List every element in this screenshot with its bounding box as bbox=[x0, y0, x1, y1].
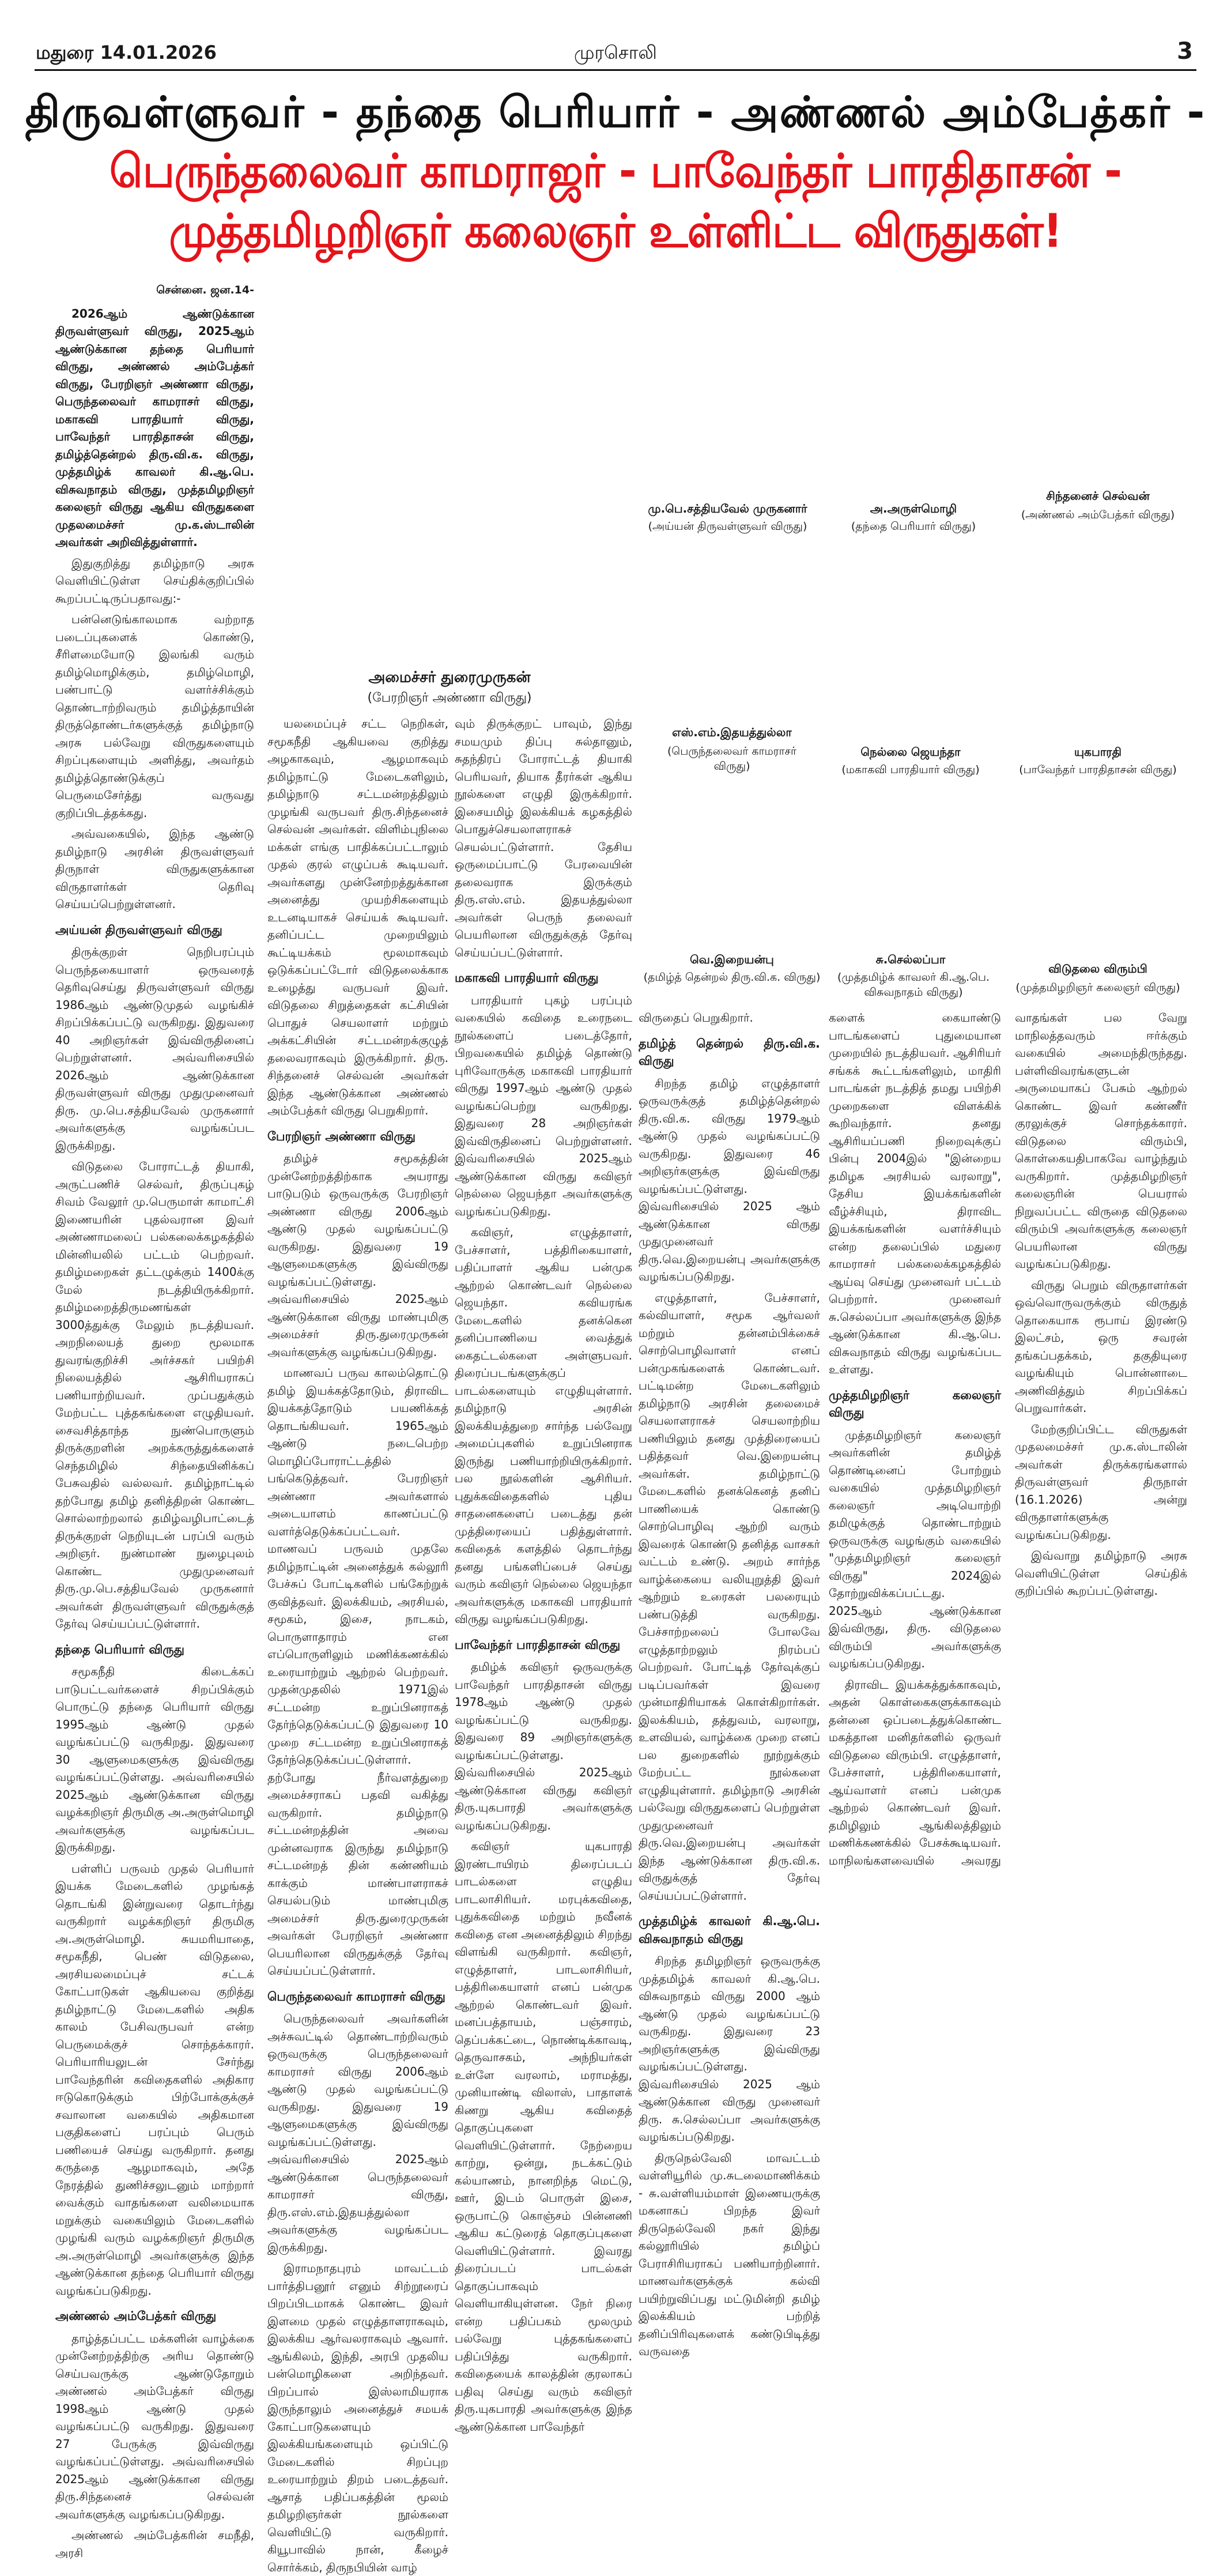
photo-arulmozhi bbox=[821, 271, 1006, 496]
caption-name: நெல்லை ஜெயந்தா bbox=[860, 745, 961, 759]
paragraph: சிறந்த தமிழறிஞர் ஒருவருக்கு முத்தமிழ்க் காவலர் கி.ஆ.பெ. விசுவநாதம் விருது 2000 ஆம் ஆண்டு முதல் வழங்கப்பட்டு வருகிறது. இதுவரை 23 அறிஞர்களுக்கு இவ்விருது வழங்கப்பட்டுள்ளது. இவ்வரிசையில் 2025 ஆம் ஆண்டுக்கான விருது முனைவர் திரு. சு.செல்லப்பா அவர்களுக்கு வழங்கப்படுகிறது. bbox=[639, 1954, 820, 2144]
paragraph: திருநெல்வேலி மாவட்டம் வள்ளியூரில் மு.சுடலைமாணிக்கம் - சு.வள்ளியம்மாள் இணையருக்கு மகனாகப் பிறந்த இவர் திருநெல்வேலி நகர் இந்து கல்லூரியில் தமிழ்ப் பேராசிரியராகப் பணியாற்றினார். மாணவர்களுக்குக் கல்வி பயிற்றுவிப்பது மட்டுமின்றி தமிழ் இலக்கியம் பற்றித் தனிப்பிரிவுகளைக் கண்டுபிடித்து வருவதை bbox=[639, 2151, 820, 2358]
paragraph: கவிஞர், எழுத்தாளர், பேச்சாளர், பத்திரிகையாளர், பதிப்பாளர் ஆகிய பன்முக ஆற்றல் கொண்டவர் நெல்லை ஜெயந்தா. கவியரங்க மேடைகளில் தனக்கென தனிப்பாணியை வைத்துக் கைதட்டல்களை அள்ளுபவர். திரைப்படங்களுக்குப் பாடல்களையும் எழுதியுள்ளார். தமிழ்நாடு அரசின் இலக்கியத்துறை சார்ந்த பல்வேறு அமைப்புகளில் உறுப்பினராக இருந்து பணியாற்றியிருக்கிறார். பல நூல்களின் ஆசிரியர். புதுக்கவிதைகளில் புதிய சாதனைகளைப் படைத்து தன் முத்திரையைப் பதித்துள்ளார். கவிதைக் களத்தில் தொடர்ந்து தனது பங்களிப்பைச் செய்து வரும் கவிஞர் நெல்லை ஜெயந்தா அவர்களுக்கு மகாகவி பாரதியார் விருது வழங்கப்படுகிறது. bbox=[455, 1225, 632, 1626]
page-dateline: மதுரை 14.01.2026 bbox=[36, 42, 217, 63]
paragraph: பள்ளிப் பருவம் முதல் பெரியார் இயக்க மேடைகளில் முழங்கத் தொடங்கி இன்றுவரை தொடர்ந்து வருகிறார் வழக்கறிஞர் திருமிகு அ.அருள்மொழி. சுயமரியாதை, சமூகநீதி, பெண் விடுதலை, அரசியலமைப்புச் சட்டக் கோட்பாடுகள் ஆகியவை குறித்து தமிழ்நாட்டு மேடைகளில் அதிக காலம் பேசிவருபவர் என்ற பெருமைக்குச் சொந்தக்காரர். பெரியாரியலுடன் சேர்ந்து பாவேந்தரின் கவிதைகளில் அதிகார ஈடுகொடுக்கும் பிற்போக்குக்குச் சவாலான வகையில் அதிகமான பகுதிகளைப் பரப்பும் பெரும் பணியைச் செய்து வருகிறார். தனது கருத்தை ஆழமாகவும், அதே நேரத்தில் துணிச்சலுடனும் மாற்றார் வைக்கும் வாதங்களை வலிமையாக மறுக்கும் வகையிலும் மேடைகளில் முழங்கி வரும் வழக்கறிஞர் திருமிகு அ.அருள்மொழி அவர்களுக்கு இந்த ஆண்டுக்கான தந்தை பெரியார் விருது வழங்கப்படுகிறது. bbox=[55, 1861, 254, 2298]
paragraph: தமிழ்க் கவிஞர் ஒருவருக்கு பாவேந்தர் பாரதிதாசன் விருது 1978ஆம் ஆண்டு முதல் வழங்கப்பட்டு வருகிறது. இதுவரை 89 அறிஞர்களுக்கு வழங்கப்பட்டுள்ளது. இவ்வரிசையில் 2025ஆம் ஆண்டுக்கான விருது கவிஞர் திரு.யுகபாரதி அவர்களுக்கு வழங்கப்படுகிறது. bbox=[455, 1660, 632, 1832]
headline-line-1: திருவள்ளுவர் - தந்தை பெரியார் - அண்ணல் அம்பேத்கர் - bbox=[25, 88, 1206, 137]
header-rule bbox=[35, 69, 1196, 71]
newspaper-name: முரசொலி bbox=[574, 42, 657, 63]
minister-caption-name: அமைச்சர் துரைமுருகன் bbox=[368, 669, 531, 686]
caption-award: (மகாகவி பாரதியார் விருது) bbox=[841, 763, 980, 776]
photo-iraianbu bbox=[657, 796, 824, 963]
photo-sathiyavel bbox=[637, 271, 818, 496]
paragraph: சிறந்த தமிழ் எழுத்தாளர் ஒருவருக்குத் தமிழ்த்தென்றல் திரு.வி.க. விருது 1979ஆம் ஆண்டு முதல் வழங்கப்பட்டு வருகிறது. இதுவரை 46 அறிஞர்களுக்கு இவ்விருது வழங்கப்பட்டுள்ளது. இவ்வரிசையில் 2025 ஆம் ஆண்டுக்கான விருது முதுமுனைவர் திரு.வெ.இறையன்பு அவர்களுக்கு வழங்கப்படுகிறது. bbox=[639, 1076, 820, 1283]
section-heading: தந்தை பெரியார் விருது bbox=[55, 1642, 184, 1656]
caption-name: மு.பெ.சத்தியவேல் முருகனார் bbox=[648, 502, 807, 515]
section-heading: பாவேந்தர் பாரதிதாசன் விருது bbox=[455, 1637, 621, 1652]
caption-award: (பெருந்தலைவர் காமராசர் விருது) bbox=[667, 745, 796, 773]
paragraph: எழுத்தாளர், பேச்சாளர், கல்வியாளர், சமூக ஆர்வலர் மற்றும் தன்னம்பிக்கைச் சொற்பொழிவாளர் எனப் பன்முகங்களைக் கொண்டவர். பட்டிமன்ற மேடைகளிலும் தமிழ்நாடு அரசின் தலைமைச் செயலாளராகச் செயலாற்றிய பணியிலும் தனது முத்திரையைப் பதித்தவர் வெ.இறையன்பு அவர்கள். தமிழ்நாட்டு மேடைகளில் தனக்கெனத் தனிப் பாணியைக் கொண்டு சொற்பொழிவு ஆற்றி வரும் இவரைக் கொண்டு தனித்த வாசகர் வட்டம் உண்டு. அறம் சார்ந்த வாழ்க்கையை வலியுறுத்தி இவர் ஆற்றும் உரைகள் பலரையும் பண்படுத்தி வருகிறது. பேச்சாற்றலைப் போலவே எழுத்தாற்றலும் நிரம்பப் பெற்றவர். போட்டித் தேர்வுக்குப் படிப்பவர்கள் இவரை முன்மாதிரியாகக் கொள்கிறார்கள். இலக்கியம், தத்துவம், வரலாறு, உளவியல், வாழ்க்கை முறை எனப் பல துறைகளில் நூற்றுக்கும் மேற்பட்ட நூல்களை எழுதியுள்ளார். தமிழ்நாடு அரசின் பல்வேறு விருதுகளைப் பெற்றுள்ள முதுமுனைவர் திரு.வெ.இறையன்பு அவர்கள் இந்த ஆண்டுக்கான திரு.வி.க. விருதுக்குத் தேர்வு செய்யப்பட்டுள்ளார். bbox=[639, 1290, 820, 1903]
section-heading: பெருந்தலைவர் காமராசர் விருது bbox=[267, 1989, 445, 2003]
section-heading: அய்யன் திருவள்ளுவர் விருது bbox=[55, 922, 222, 937]
paragraph: மேற்குறிப்பிட்ட விருதுகள் முதலமைச்சர் மு.க.ஸ்டாலின் அவர்கள் திருக்கரங்களால் திருவள்ளுவர் திருநாள் (16.1.2026) அன்று விருதாளர்களுக்கு வழங்கப்படுகிறது. bbox=[1015, 1422, 1187, 1542]
paragraph: விடுதலை போராட்டத் தியாகி, அருட்பணிச் செல்வர், திருப்புகழ் சிவம் வேலூர் மு.பெருமாள் காமாட்சி இணையரின் புதல்வரான இவர் அண்ணாமலைப் பல்கலைக்கழகத்தில் மின்னியலில் பட்டம் பெற்றவர். தமிழ்மறைகள் தட்டழுக்கும் 1400க்கு மேல் நடத்தியிருக்கிறார். தமிழ்மறைத்திருமணங்கள் 3000த்துக்கு மேலும் நடத்தியவர். அறநிலையத் துறை மூலமாக துவரங்குறிச்சி அர்ச்சகர் பயிற்சி நிலையத்தில் ஆசிரியராகப் பணியாற்றியவர். முப்பதுக்கும் மேற்பட்ட புத்தகங்களை எழுதியவர். சைவசித்தாந்த நுண்பொருளும் திருக்குறளின் அறக்கருத்துக்களைச் செந்தமிழில் சிந்தையினிக்கப் பேசுவதில் வல்லவர். தமிழ்நாட்டில் தற்போது தமிழ் தனித்திறன் கொண்ட சொல்லாற்றலால் தமிழ்வழிபாட்டைத் திருக்குறள் நெறியுடன் பரப்பி வரும் அறிஞர். நுண்மாண் நுழைபுலம் கொண்ட முதுமுனைவர் திரு.மு.பெ.சத்தியவேல் முருகனார் அவர்கள் திருவள்ளுவர் விருதுக்குத் தேர்வு செய்யப்பட்டுள்ளார். bbox=[55, 1159, 254, 1630]
article-dateline: சென்னை. ஜன.14- bbox=[156, 284, 254, 296]
photo-idhayathulla bbox=[657, 553, 813, 721]
page-number: 3 bbox=[1177, 38, 1193, 65]
paragraph: வும் திருக்குறட் பாவும், இந்து சமயமும் திப்பு சுல்தானும், சுதந்திரப் போராட்டத் தியாகி பெரியவர், தியாக தீரர்கள் ஆகிய நூல்களை எழுதி இருக்கிறார். இசையமிழ் இலக்கியக் கழகத்தில் பொதுச்செயலாளராகச் செயல்பட்டுள்ளார். தேசிய ஒருமைப்பாட்டு பேரவையின் தலைவராக இருக்கும் திரு.எஸ்.எம். இதயத்துல்லா அவர்கள் பெருந் தலைவர் பெயரிலான விருதுக்குத் தேர்வு செய்யப்பட்டுள்ளார். bbox=[455, 717, 632, 959]
paragraph: திருக்குறள் நெறிபரப்பும் பெருந்தகையாளர் ஒருவரைத் தெரிவுசெய்து திருவள்ளுவர் விருது 1986ஆம் ஆண்டுமுதல் வழங்கிச் சிறப்பிக்கப்பட்டு வருகிறது. இதுவரை 40 அறிஞர்கள் இவ்விருதினைப் பெற்றுள்ளனர். அவ்வரிசையில் 2026ஆம் ஆண்டுக்கான திருவள்ளுவர் விருது முதுமுனைவர் திரு. மு.பெ.சத்தியவேல் முருகனார் அவர்களுக்கு வழங்கப்பட இருக்கிறது. bbox=[55, 945, 254, 1153]
caption-award: (தமிழ்த் தென்றல் திரு.வி.க. விருது) bbox=[643, 971, 821, 984]
article-column-3 bbox=[455, 715, 632, 2434]
caption-award: (பாவேந்தர் பாரதிதாசன் விருது) bbox=[1019, 763, 1177, 776]
section-heading: பேரறிஞர் அண்ணா விருது bbox=[267, 1129, 416, 1143]
photo-viduthalai-virumbi bbox=[1006, 796, 1190, 974]
section-heading: அண்ணல் அம்பேத்கர் விருது bbox=[55, 2309, 217, 2323]
caption-award: (அய்யன் திருவள்ளுவர் விருது) bbox=[648, 520, 807, 533]
paragraph: முத்தமிழறிஞர் கலைஞர் அவர்களின் தமிழ்த் தொண்டினைப் போற்றும் வகையில் முத்தமிழறிஞர் கலைஞர் அடியொற்றி தமிழுக்குத் தொண்டாற்றும் ஒருவருக்கு வழங்கும் வகையில் "முத்தமிழறிஞர் கலைஞர் விருது" 2024இல் தோற்றுவிக்கப்பட்டது. 2025ஆம் ஆண்டுக்கான இவ்விருது, திரு. விடுதலை விரும்பி அவர்களுக்கு வழங்கப்படுகிறது. bbox=[829, 1428, 1001, 1670]
caption-award: (முத்தமிழ்க் காவலர் கி.ஆ.பெ. விசுவநாதம் விருது) bbox=[837, 971, 990, 999]
paragraph: இராமநாதபுரம் மாவட்டம் பார்த்திபனூர் எனும் சிற்றூரைப் பிறப்பிடமாகக் கொண்ட இவர் இளமை முதல் எழுத்தாளராகவும், இலக்கிய ஆர்வலராகவும் ஆவார். ஆங்கிலம், இந்தி, அரபி முதலிய பன்மொழிகளை அறிந்தவர். பிறப்பால் இஸ்லாமியராக இருந்தாலும் அனைத்துச் சமயக் கோட்பாடுகளையும் இலக்கியங்களையும் ஒப்பிட்டு மேடைகளில் சிறப்புற உரையாற்றும் திறம் படைத்தவர். ஆசாத் பதிப்பகத்தின் மூலம் தமிழறிஞர்கள் நூல்களை வெளியிட்டு வருகிறார். கியூபாவில் நான், கீழைச் சொர்க்கம், திருநபியின் வாழ் bbox=[267, 2261, 448, 2574]
paragraph: அண்ணல் அம்பேத்கரின் சமநீதி, அரசி bbox=[55, 2528, 254, 2560]
minister-caption-award: (பேரறிஞர் அண்ணா விருது) bbox=[367, 691, 532, 705]
paragraph: பாரதியார் புகழ் பரப்பும் வகையில் கவிதை உரைநடை நூல்களைப் படைத்தோர், பிறவகையில் தமிழ்த் தொண்டு புரிவோருக்கு மகாகவி பாரதியார் விருது 1997ஆம் ஆண்டு முதல் வழங்கப்பெற்று வருகிறது. இதுவரை 28 அறிஞர்கள் இவ்விருதினைப் பெற்றுள்ளனர். இவ்வரிசையில் 2025ஆம் ஆண்டுக்கான விருது கவிஞர் நெல்லை ஜெயந்தா அவர்களுக்கு வழங்கப்படுகிறது. bbox=[455, 993, 632, 1218]
photo-sellappa bbox=[830, 796, 997, 963]
paragraph: விருதைப் பெறுகிறார். bbox=[639, 1011, 753, 1025]
article-column-1 bbox=[55, 281, 254, 2560]
article-column-2 bbox=[267, 715, 448, 2574]
paragraph: திராவிட இயக்கத்துக்காகவும், அதன் கொள்கைகளுக்காகவும் தன்னை ஒப்படைத்துக்கொண்ட மகத்தான மனிதர்களில் ஒருவர் விடுதலை விரும்பி. எழுத்தாளர், பேச்சாளர், பத்திரிகையாளர், ஆய்வாளர் எனப் பன்முக ஆற்றல் கொண்டவர் இவர். தமிழிலும் ஆங்கிலத்திலும் மணிக்கணக்கில் பேசக்கூடியவர். மாநிலங்களவையில் அவரது வாதங்கள் பல வேறு மாநிலத்தவரும் ஈர்க்கும் வகையில் அமைந்திருந்தது. பள்ளிவிவரங்களுடன் அருமையாகப் பேசும் ஆற்றல் கொண்ட இவர் கண்ணீர் குரலுக்குச் சொந்தக்காரர். விடுதலை விரும்பி, கொள்கையதிபாகவே வாழ்ந்தும் வருகிறார். முத்தமிழறிஞர் கலைஞரின் பெயரால் நிறுவப்பட்ட விருதை விடுதலை விரும்பி அவர்களுக்கு கலைஞர் பெயரிலான விருது வழங்கப்படுகிறது. bbox=[829, 1011, 1187, 1867]
section-heading: முத்தமிழறிஞர் கலைஞர் விருது bbox=[829, 1388, 1001, 1419]
photo-sinthanai-selvan bbox=[1009, 271, 1187, 496]
caption-award: (அண்ணல் அம்பேத்கர் விருது) bbox=[1021, 509, 1175, 521]
caption-name: விடுதலை விரும்பி bbox=[1048, 962, 1147, 976]
paragraph: பெருந்தலைவர் அவர்களின் அச்சுவட்டில் தொண்டாற்றிவரும் ஒருவருக்கு பெருந்தலைவர் காமராசர் விருது 2006ஆம் ஆண்டு முதல் வழங்கப்பட்டு வருகிறது. இதுவரை 19 ஆளுமைகளுக்கு இவ்விருது வழங்கப்பட்டுள்ளது. அவ்வரிசையில் 2025ஆம் ஆண்டுக்கான பெருந்தலைவர் காமராசர் விருது, திரு.எஸ்.எம்.இதயத்துல்லா அவர்களுக்கு வழங்கப்பட இருக்கிறது. bbox=[267, 2012, 448, 2254]
paragraph: மாணவப் பருவ காலம்தொட்டு தமிழ் இயக்கத்தோடும், திராவிட இயக்கத்தோடும் பயணிக்கத் தொடங்கியவர். 1965ஆம் ஆண்டு நடைபெற்ற மொழிப்போராட்டத்தில் பங்கெடுத்தவர். பேரறிஞர் அண்ணா அவர்களால் அடையாளம் காணப்பட்டு வளர்த்தெடுக்கப்பட்டவர். மாணவப் பருவம் முதலே தமிழ்நாட்டின் அனைத்துக் கல்லூரி பேச்சுப் போட்டிகளில் பங்கேற்றுக் குவித்தவர். இலக்கியம், அரசியல், சமூகம், இசை, நாடகம், பொருளாதாரம் என எப்பொருளிலும் மணிக்கணக்கில் உரையாற்றும் ஆற்றல் பெற்றவர். முதன்முதலில் 1971இல் சட்டமன்ற உறுப்பினராகத் தேர்ந்தெடுக்கப்பட்டு இதுவரை 10 முறை சட்டமன்ற உறுப்பினராகத் தேர்ந்தெடுக்கப்பட்டுள்ளார். தற்போது நீர்வளத்துறை அமைச்சராகப் பதவி வகித்து வருகிறார். தமிழ்நாடு சட்டமன்றத்தின் அவை முன்னவராக இருந்து தமிழ்நாடு சட்டமன்றத் தின் கண்ணியம் காக்கும் மாண்பாளராகச் செயல்படும் மாண்புமிகு அமைச்சர் திரு.துரைமுருகன் அவர்கள் பேரறிஞர் அண்ணா பெயரிலான விருதுக்குத் தேர்வு செய்யப்பட்டுள்ளார். bbox=[267, 1366, 448, 1978]
caption-name: சிந்தனைச் செல்வன் bbox=[1046, 489, 1150, 503]
paragraph: தமிழ்ச் சமூகத்தின் முன்னேற்றத்திற்காக அயராது பாடுபடும் ஒருவருக்கு பேரறிஞர் அண்ணா விருது 2006ஆம் ஆண்டு முதல் வழங்கப்பட்டு வருகிறது. இதுவரை 19 ஆளுமைகளுக்கு இவ்விருது வழங்கப்பட்டுள்ளது. அவ்வரிசையில் 2025ஆம் ஆண்டுக்கான விருது மாண்புமிகு அமைச்சர் திரு.துரைமுருகன் அவர்களுக்கு வழங்கப்படுகிறது. bbox=[267, 1151, 448, 1359]
article-column-4 bbox=[639, 1009, 820, 2358]
caption-award: (முத்தமிழறிஞர் கலைஞர் விருது) bbox=[1015, 981, 1180, 994]
photo-minister-duraimurugan bbox=[268, 271, 631, 663]
section-heading: முத்தமிழ்க் காவலர் கி.ஆ.பெ. விசுவநாதம் விருது bbox=[639, 1914, 820, 1946]
headline-line-2: பெருந்தலைவர் காமராஜர் - பாவேந்தர் பாரதிதாசன் - முத்தமிழறிஞர் கலைஞர் உள்ளிட்ட விருதுகள்! bbox=[109, 144, 1122, 258]
paragraph: கவிஞர் யுகபாரதி இரண்டாயிரம் திரைப்படப் பாடல்களை எழுதிய பாடலாசிரியர். மரபுக்கவிதை, புதுக்கவிதை மற்றும் நவீனக் கவிதை என அனைத்திலும் சிறந்து விளங்கி வருகிறார். கவிஞர், எழுத்தாளர், பாடலாசிரியர், பத்திரிகையாளர் எனப் பன்முக ஆற்றல் கொண்டவர் இவர். மனப்பத்தாயம், பஞ்சாரம், தெப்பக்கட்டை, நொண்டிக்காவடி, தெருவாசகம், அந்நியர்கள் உள்ளே வரலாம், மராமத்து, முனியாண்டி விலாஸ், பாதாளக் கிணறு ஆகிய கவிதைத் தொகுப்புகளை வெளியிட்டுள்ளார். நேற்றைய காற்று, ஒன்று, நடக்கட்டும் கல்யாணம், நானறிந்த மெட்டு, ஊர், இடம் பொருள் இசை, ஒருபாட்டு கொஞ்சம் பின்னணி ஆகிய கட்டுரைத் தொகுப்புகளை வெளியிட்டுள்ளார். இவரது திரைப்படப் பாடல்கள் தொகுப்பாகவும் வெளியாகியுள்ளன. நேர் நிரை என்ற பதிப்பகம் மூலமும் பல்வேறு புத்தகங்களைப் பதிப்பித்து வருகிறார். கவிதையைக் காலத்தின் குரலாகப் பதிவு செய்து வரும் கவிஞர் திரு.யுகபாரதி அவர்களுக்கு இந்த ஆண்டுக்கான பாவேந்தர் bbox=[455, 1839, 632, 2434]
paragraph: அவ்வகையில், இந்த ஆண்டு தமிழ்நாடு அரசின் திருவள்ளுவர் திருநாள் விருதுகளுக்கான விருதாளர்கள் தெரிவு செய்யப்பெற்றுள்ளனர். bbox=[55, 827, 254, 911]
paragraph: தாழ்த்தப்பட்ட மக்களின் வாழ்க்கை முன்னேற்றத்திற்கு அரிய தொண்டு செய்பவருக்கு ஆண்டுதோறும் அண்ணல் அம்பேத்கர் விருது 1998ஆம் ஆண்டு முதல் வழங்கப்பட்டு வருகிறது. இதுவரை 27 பேருக்கு இவ்விருது வழங்கப்பட்டுள்ளது. அவ்வரிசையில் 2025ஆம் ஆண்டுக்கான விருது திரு.சிந்தனைச் செல்வன் அவர்களுக்கு வழங்கப்படுகிறது. bbox=[55, 2331, 254, 2521]
photo-yugabharathi bbox=[1009, 553, 1187, 726]
section-heading: மகாகவி பாரதியார் விருது bbox=[455, 971, 599, 985]
caption-name: யுகபாரதி bbox=[1074, 745, 1122, 759]
caption-name: வெ.இறையன்பு bbox=[690, 952, 774, 966]
caption-name: அ.அருள்மொழி bbox=[870, 502, 957, 515]
paragraph: இவ்வாறு தமிழ்நாடு அரசு வெளியிட்டுள்ள செய்திக் குறிப்பில் கூறப்பட்டுள்ளது. bbox=[1015, 1549, 1187, 1598]
paragraph: பன்னெடுங்காலமாக வற்றாத படைப்புகளைக் கொண்டு, சீரிளமையோடு இலங்கி வரும் தமிழ்மொழிக்கும், தமிழ்மொழி, பண்பாட்டு வளர்ச்சிக்கும் தொண்டாற்றிவரும் தமிழ்த்தாயின் திருத்தொண்டர்களுக்குத் தமிழ்நாடு அரசு பல்வேறு விருதுகளையும் சிறப்புகளையும் அளித்து, அவர்தம் தமிழ்த்தொண்டுக்குப் பெருமைசேர்த்து வருவது குறிப்பிடத்தக்கது. bbox=[55, 612, 254, 820]
caption-award: (தந்தை பெரியார் விருது) bbox=[851, 520, 976, 533]
paragraph: களைக் கையாண்டு பாடங்களைப் புதுமையான முறையில் நடத்தியவர். ஆசிரியர் சங்கக் கூட்டங்களிலும், மாதிரி பாடங்கள் நடத்தித் தமது பயிற்சி முறைகளை விளக்கிக் கூறிவந்தார். தனது ஆசிரியப்பணி நிறைவுக்குப் பின்பு 2004இல் "இன்றைய தமிழக அரசியல் வரலாறு", தேசிய இயக்கங்களின் வீழ்ச்சியும், திராவிட இயக்கங்களின் வளர்ச்சியும் என்ற தலைப்பில் மதுரை காமராசர் பல்கலைக்கழகத்தில் ஆய்வு செய்து முனைவர் பட்டம் பெற்றார். முனைவர் சு.செல்லப்பா அவர்களுக்கு இந்த ஆண்டுக்கான கி.ஆ.பெ. விசுவநாதம் விருது வழங்கப்பட உள்ளது. bbox=[829, 1011, 1001, 1376]
paragraph: இதுகுறித்து தமிழ்நாடு அரசு வெளியிட்டுள்ள செய்திக்குறிப்பில் கூறப்பட்டிருப்பதாவது:- bbox=[55, 556, 254, 605]
photo-nellai-jeyantha bbox=[830, 553, 991, 726]
article-column-5 bbox=[829, 1009, 1187, 1885]
article-lead: 2026ஆம் ஆண்டுக்கான திருவள்ளுவர் விருது, 2025ஆம் ஆண்டுக்கான தந்தை பெரியார் விருது, அண்ணல் அம்பேத்கர் விருது, பேரறிஞர் அண்ணா விருது, பெருந்தலைவர் காமராசர் விருது, மகாகவி பாரதியார் விருது, பாவேந்தர் பாரதிதாசன் விருது, தமிழ்த்தென்றல் திரு.வி.க. விருது, முத்தமிழ்க் காவலர் கி.ஆ.பெ. விசுவநாதம் விருது, முத்தமிழறிஞர் கலைஞர் விருது ஆகிய விருதுகளை முதலமைச்சர் மு.க.ஸ்டாலின் அவர்கள் அறிவித்துள்ளார். bbox=[55, 306, 254, 549]
paragraph: யலமைப்புச் சட்ட நெறிகள், சமூகநீதி ஆகியவை குறித்து அழகாகவும், ஆழமாகவும் தமிழ்நாட்டு மேடைகளிலும், தமிழ்நாடு சட்டமன்றத்திலும் முழங்கி வருபவர் திரு.சிந்தனைச் செல்வன் அவர்கள். விளிம்புநிலை மக்கள் எங்கு பாதிக்கப்பட்டாலும் முதல் குரல் எழுப்பக் கூடியவர். அவர்களது முன்னேற்றத்துக்கான அனைத்து முயற்சிகளையும் உடனடியாகச் செய்யக் கூடியவர். தனிப்பட்ட முறையிலும் கூட்டியக்கம் மூலமாகவும் ஒடுக்கப்பட்டோர் விடுதலைக்காக உழைத்து வருபவர் இவர். விடுதலை சிறுத்தைகள் கட்சியின் பொதுச் செயலாளர் மற்றும் அக்கட்சியின் சட்டமன்றக்குழுத் தலைவராகவும் இருக்கிறார். திரு. சிந்தனைச் செல்வன் அவர்கள் இந்த ஆண்டுக்கான அண்ணல் அம்பேத்கர் விருது பெறுகிறார். bbox=[267, 717, 448, 1117]
paragraph: விருது பெறும் விருதாளர்கள் ஒவ்வொருவருக்கும் விருதுத் தொகையாக ரூபாய் இரண்டு இலட்சம், ஒரு சவரன் தங்கப்பதக்கம், தகுதியுரை வழங்கியும் பொன்னாடை அணிவித்தும் சிறப்பிக்கப் பெறுவார்கள். bbox=[1015, 1278, 1187, 1415]
paragraph: சமூகநீதி கிடைக்கப் பாடுபட்டவர்களைச் சிறப்பிக்கும் பொருட்டு தந்தை பெரியார் விருது 1995ஆம் ஆண்டு முதல் வழங்கப்பட்டு வருகிறது. இதுவரை 30 ஆளுமைகளுக்கு இவ்விருது வழங்கப்பட்டுள்ளது. அவ்வரிசையில் 2025ஆம் ஆண்டுக்கான விருது வழக்கறிஞர் திருமிகு அ.அருள்மொழி அவர்களுக்கு வழங்கப்பட இருக்கிறது. bbox=[55, 1664, 254, 1854]
caption-name: எஸ்.எம்.இதயத்துல்லா bbox=[672, 725, 792, 739]
section-heading: தமிழ்த் தென்றல் திரு.வி.க. விருது bbox=[639, 1036, 820, 1068]
caption-name: சு.செல்லப்பா bbox=[875, 952, 946, 966]
